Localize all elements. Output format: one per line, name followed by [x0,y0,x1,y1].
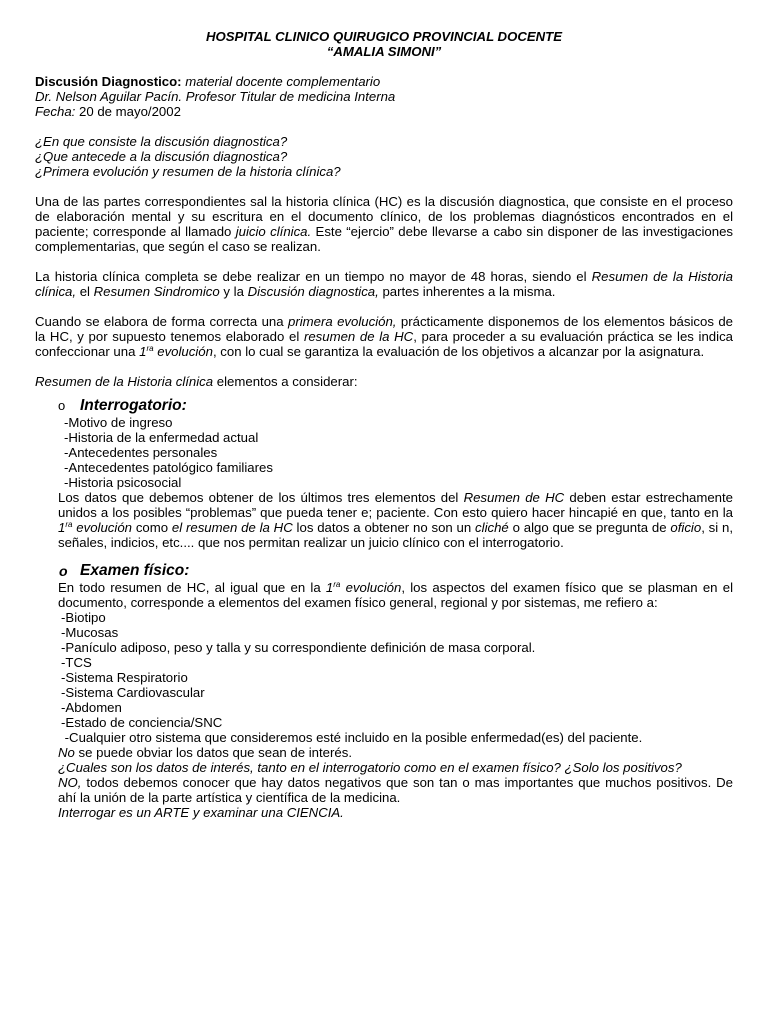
bullet-circle-icon: o [58,398,66,413]
paragraph-4: Resumen de la Historia clínica elementos a considerar: [35,374,358,389]
paragraph-1: Una de las partes correspondientes sal la historia clínica (HC) es la discusión diagnostica, que consiste en el proceso de elaboración mental y su escritura en el documento clínico, de los problemas diagnósticos encontrados en el paciente; corresponde al llamado juicio clínica. Este “ejercio” debe llevarse a cabo sin disponer de las investigaciones complementarias, que según el caso se realizan. [35,194,734,254]
hospital-subname: “AMALIA SIMONI” [326,44,442,59]
no-line: No se puede obviar los datos que sean de interés. [58,745,352,760]
date-line [35,104,733,119]
interest-answer: NO, todos debemos conocer que hay datos negativos que son tan o mas importantes que muchos positivos. De ahí la unión de la parte artística y científica de la medicina. [58,775,733,805]
list-item: -Abdomen [61,700,122,715]
bullet-circle-icon: o [59,563,68,579]
subject-text: material docente complementario [181,74,381,89]
question-3: ¿Primera evolución y resumen de la historia clínica? [35,164,341,179]
question-1: ¿En que consiste la discusión diagnostica? [35,134,288,149]
list-item: -TCS [61,655,92,670]
examen-intro: En todo resumen de HC, al igual que en la $1^{ra}$ evolución, los aspectos del examen físico que se plasman en el documento, corresponde a elementos del examen físico general, regional y por sistemas, me refiero a: [58,580,734,610]
list-item: -Historia psicosocial [64,475,182,490]
list-item: -Sistema Respiratorio [61,670,188,685]
interest-question: ¿Cuales son los datos de interés, tanto en el interrogatorio como en el examen físico? ¿Solo los positivos? [58,760,682,775]
subject-label: Discusión Diagnostico: [35,74,182,89]
closing-line: Interrogar es un ARTE y examinar una CIENCIA. [58,805,344,820]
list-item: -Cualquier otro sistema que consideremos esté incluido en la posible enfermedad(es) del paciente. [61,730,643,745]
list-item: -Antecedentes patológico familiares [64,460,273,475]
list-item: -Sistema Cardiovascular [61,685,205,700]
document-header [35,29,733,59]
interrogatorio-paragraph: Los datos que debemos obtener de los últimos tres elementos del Resumen de HC deben estar estrechamente unidos a los posibles “problemas” que pueda tener e; paciente. Con esto quiero hacer hincapié en que, tanto en la $1^{ra}$ evolución como el resumen de la HC los datos a obtener no son un cliché o algo que se pregunta de oficio, si n, señales, indicios, etc.... que nos permitan realizar un juicio clínico con el interrogatorio. [58,490,734,550]
list-item: -Mucosas [61,625,119,640]
date-label: Fecha: [35,104,76,119]
list-item: -Panículo adiposo, peso y talla y su correspondiente definición de masa corporal. [61,640,536,655]
document-content [35,29,733,820]
author-line: Dr. Nelson Aguilar Pacín. Profesor Titular de medicina Interna [35,89,396,104]
document-subject [35,74,733,89]
question-2: ¿Que antecede a la discusión diagnostica? [35,149,288,164]
paragraph-3: Cuando se elabora de forma correcta una primera evolución, prácticamente disponemos de los elementos básicos de la HC, y por supuesto tenemos elaborado el resumen de la HC, para proceder a su evaluación práctica se les indica confeccionar una $1^{ra}$ evolución, con lo cual se garantiza la evaluación de los objetivos a alcanzar por la asignatura. [35,314,734,359]
section-interrogatorio [58,397,733,550]
list-item: -Historia de la enfermedad actual [64,430,259,445]
list-item: -Biotipo [61,610,106,625]
section-heading-interrogatorio: o Interrogatorio: [58,397,187,414]
paragraph-2: La historia clínica completa se debe realizar en un tiempo no mayor de 48 horas, siendo el Resumen de la Historia clínica, el Resumen Sindromico y la Discusión diagnostica, partes inherentes a la misma. [35,269,733,299]
list-item: -Motivo de ingreso [64,415,173,430]
date-value: 20 de mayo/2002 [75,104,181,119]
hospital-name: HOSPITAL CLINICO QUIRUGICO PROVINCIAL DOCENTE [205,29,563,44]
section-examen-fisico [58,562,733,820]
list-item: -Antecedentes personales [64,445,218,460]
list-item: -Estado de conciencia/SNC [61,715,223,730]
section-heading-examen-fisico: o Examen físico: [59,562,190,579]
